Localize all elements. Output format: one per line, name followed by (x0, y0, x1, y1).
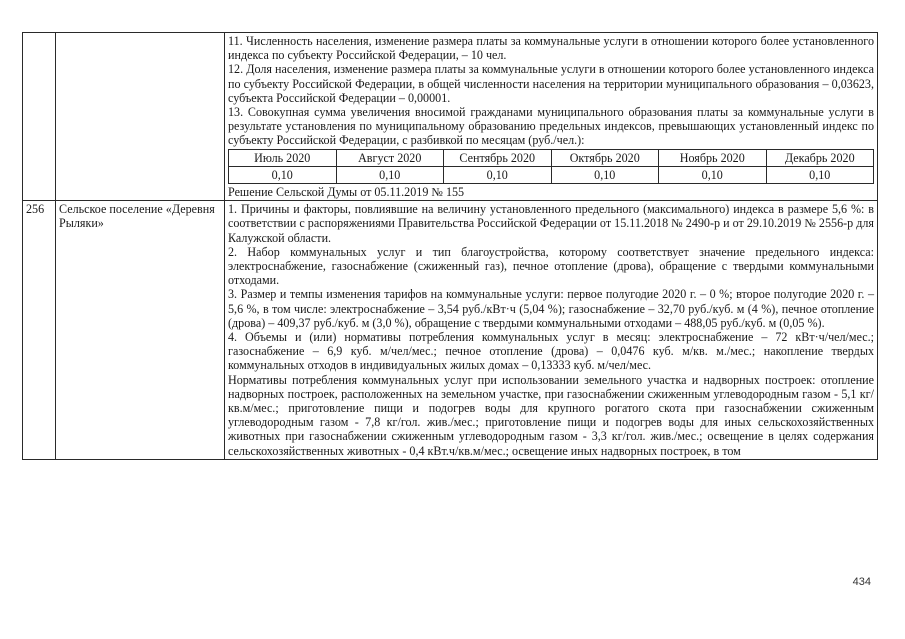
paragraph: 12. Доля населения, изменение размера платы за коммунальные услуги в отношении которого более установленного индекса по субъекту Российской Федерации, в общей численности населения на территории муниципального образования – 0,03623, субъекта Российской Федерации – 0,00001. (228, 62, 874, 105)
municipal-index-table (22, 32, 878, 460)
month-value: 0,10 (444, 166, 552, 183)
table-row (23, 201, 878, 460)
month-header-row (229, 149, 874, 166)
paragraph: 4. Объемы и (или) нормативы потребления коммунальных услуг в месяц: электроснабжение – 72 кВт·ч/чел/мес.; газоснабжение – 6,9 куб. м/чел/мес.; печное отопление (дрова) – 0,0476 куб. м/кв. м./мес.; накопление твердых коммунальных отходов в индивидуальных жилых домах – 0,13333 куб. м/чел/мес. (228, 330, 874, 373)
month-value: 0,10 (659, 166, 767, 183)
month-header: Сентябрь 2020 (444, 149, 552, 166)
row-number (23, 33, 56, 201)
month-header: Ноябрь 2020 (659, 149, 767, 166)
month-header: Июль 2020 (229, 149, 337, 166)
paragraph: Нормативы потребления коммунальных услуг при использовании земельного участка и надворных построек: отопление надворных построек, расположенных на земельном участке, при газоснабжении сжиженным углеводородным газом - 5,1 кг/кв.м/мес.; приготовление пищи и подогрев воды для крупного рогатого скота при газоснабжении сжиженным углеводородным газом - 7,8 кг/гол. жив./мес.; приготовление пищи и подогрев воды для иных сельскохозяйственных животных при газоснабжении сжиженным углеводородным газом - 3,3 кг/гол. жив./мес.; освещение в целях содержания сельскохозяйственных животных - 0,4 кВт.ч/кв.м/мес.; освещение иных надворных построек, в том (228, 372, 874, 458)
indicators-cell (225, 201, 878, 460)
paragraph: 13. Совокупная сумма увеличения вносимой гражданами муниципального образования платы за коммунальные услуги в результате установления по муниципальному образованию предельных индексов, превышающих установленный индекс по субъекту Российской Федерации, с разбивкой по месяцам (руб./чел.): (228, 105, 874, 148)
month-value: 0,10 (766, 166, 874, 183)
paragraph: 1. Причины и факторы, повлиявшие на величину установленного предельного (максимального) индекса в размере 5,6 %: в соответствии с распоряжениями Правительства Российской Федерации от 15.11.2018 № 2490-р и от 29.10.2019 № 2556-р для Калужской области. (228, 202, 874, 245)
month-value-row (229, 166, 874, 183)
indicators-cell (225, 33, 878, 201)
row-number: 256 (23, 201, 56, 460)
table-row (23, 33, 878, 201)
paragraph: 2. Набор коммунальных услуг и тип благоустройства, которому соответствует значение предельного индекса: электроснабжение, газоснабжение (сжиженный газ), печное отопление (дрова), обращение с твердыми коммунальными отходами. (228, 244, 874, 288)
month-value: 0,10 (551, 166, 659, 183)
month-header: Декабрь 2020 (766, 149, 874, 166)
monthly-increase-table (228, 149, 874, 184)
paragraph: 11. Численность населения, изменение размера платы за коммунальные услуги в отношении которого более установленного индекса по субъекту Российской Федерации, – 10 чел. (228, 34, 874, 63)
page-number: 434 (852, 576, 871, 588)
paragraph: 3. Размер и темпы изменения тарифов на коммунальные услуги: первое полугодие 2020 г. – 0 %; второе полугодие 2020 г. – 5,6 %, в том числе: электроснабжение – 3,54 руб./кВт·ч (5,04 %); газоснабжение – 32,70 руб./куб. м (4 %), печное отопление (дрова) – 409,37 руб./куб. м (3,0 %), обращение с твердыми коммунальными отходами – 488,05 руб./куб. м (0,05 %). (228, 287, 874, 330)
decision-reference: Решение Сельской Думы от 05.11.2019 № 155 (228, 185, 465, 200)
month-header: Август 2020 (336, 149, 444, 166)
municipality-name: Сельское поселение «Деревня Рыляки» (56, 201, 225, 460)
municipality-name (56, 33, 225, 201)
month-value: 0,10 (229, 166, 337, 183)
month-header: Октябрь 2020 (551, 149, 659, 166)
month-value: 0,10 (336, 166, 444, 183)
